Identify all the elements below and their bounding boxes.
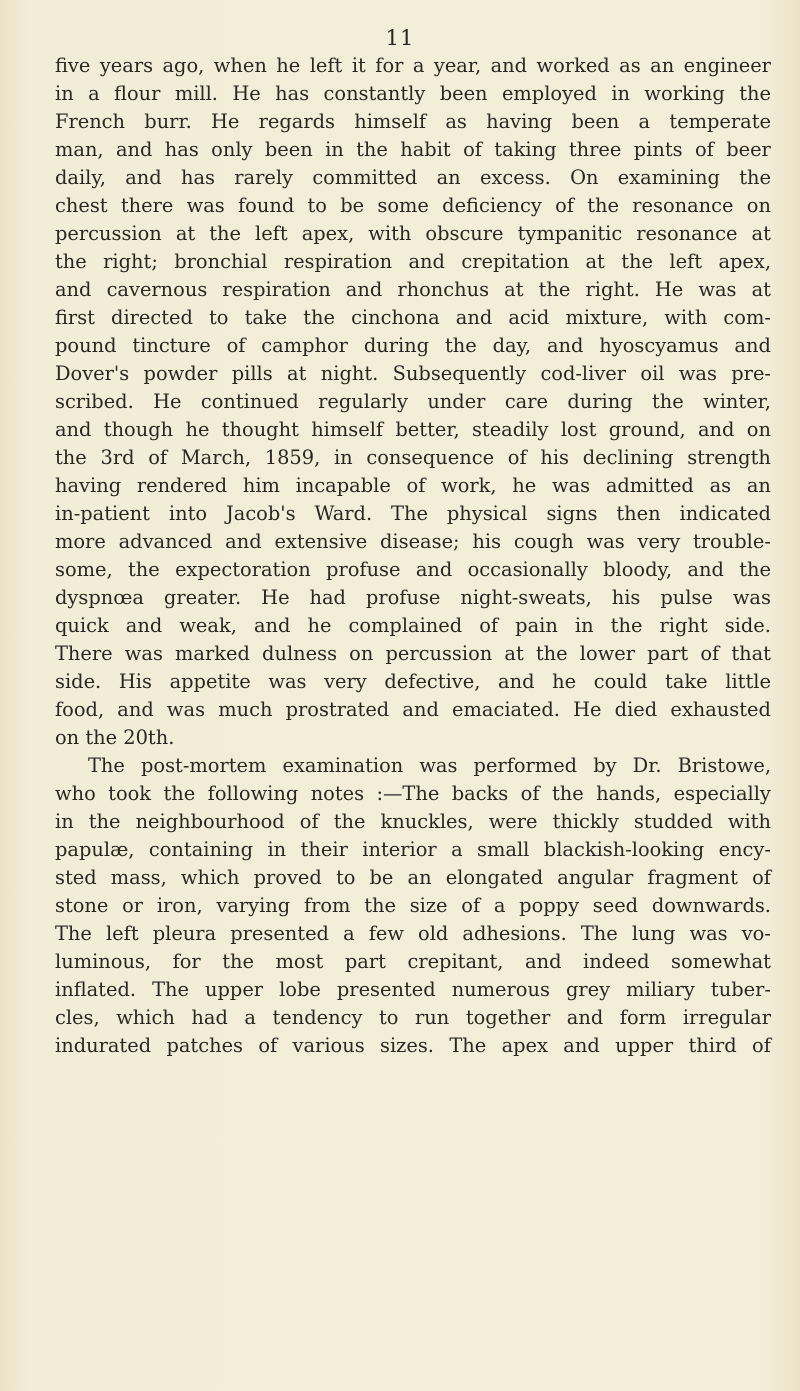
text-line: inflated. The upper lobe presented numerous grey miliary tuber-	[55, 978, 771, 1001]
text-line: in a flour mill. He has constantly been employed in working the	[55, 82, 771, 105]
text-line: luminous, for the most part crepitant, and indeed somewhat	[55, 950, 771, 973]
text-line: in-patient into Jacob's Ward. The physical signs then indicated	[55, 502, 771, 525]
text-line: daily, and has rarely committed an excess. On examining the	[55, 166, 771, 189]
text-line: The left pleura presented a few old adhesions. The lung was vo-	[55, 922, 771, 945]
text-line: having rendered him incapable of work, he was admitted as an	[55, 474, 771, 497]
text-line: There was marked dulness on percussion at the lower part of that	[55, 642, 771, 665]
page-number: 11	[385, 26, 415, 50]
text-line: quick and weak, and he complained of pain in the right side.	[55, 614, 771, 637]
text-line: papulæ, containing in their interior a small blackish-looking ency-	[55, 838, 771, 861]
text-line: and though he thought himself better, steadily lost ground, and on	[55, 418, 771, 441]
text-line: and cavernous respiration and rhonchus at the right. He was at	[55, 278, 771, 301]
text-line: the right; bronchial respiration and crepitation at the left apex,	[55, 250, 771, 273]
text-line: on the 20th.	[55, 726, 175, 749]
text-line: five years ago, when he left it for a year, and worked as an engineer	[55, 54, 771, 77]
text-line: man, and has only been in the habit of taking three pints of beer	[55, 138, 771, 161]
text-line: stone or iron, varying from the size of a poppy seed downwards.	[55, 894, 771, 917]
text-line: some, the expectoration profuse and occasionally bloody, and the	[55, 558, 771, 581]
text-line: pound tincture of camphor during the day, and hyoscyamus and	[55, 334, 771, 357]
text-line: percussion at the left apex, with obscure tympanitic resonance at	[55, 222, 771, 245]
text-line: chest there was found to be some deficiency of the resonance on	[55, 194, 771, 217]
text-line: side. His appetite was very defective, and he could take little	[55, 670, 771, 693]
text-line: indurated patches of various sizes. The apex and upper third of	[55, 1034, 771, 1057]
text-line: food, and was much prostrated and emaciated. He died exhausted	[55, 698, 771, 721]
text-line: in the neighbourhood of the knuckles, were thickly studded with	[55, 810, 771, 833]
body-text	[55, 52, 771, 1060]
text-line: scribed. He continued regularly under care during the winter,	[55, 390, 771, 413]
text-line: The post-mortem examination was performed by Dr. Bristowe,	[88, 754, 771, 777]
text-line: Dover's powder pills at night. Subsequently cod-liver oil was pre-	[55, 362, 771, 385]
text-line: who took the following notes :—The backs of the hands, especially	[55, 782, 771, 805]
text-line: sted mass, which proved to be an elongated angular fragment of	[55, 866, 771, 889]
text-line: dyspnœa greater. He had profuse night-sweats, his pulse was	[55, 586, 771, 609]
text-line: French burr. He regards himself as having been a temperate	[55, 110, 771, 133]
text-line: more advanced and extensive disease; his cough was very trouble-	[55, 530, 771, 553]
text-line: the 3rd of March, 1859, in consequence of his declining strength	[55, 446, 771, 469]
text-line: first directed to take the cinchona and acid mixture, with com-	[55, 306, 771, 329]
text-line: cles, which had a tendency to run together and form irregular	[55, 1006, 771, 1029]
